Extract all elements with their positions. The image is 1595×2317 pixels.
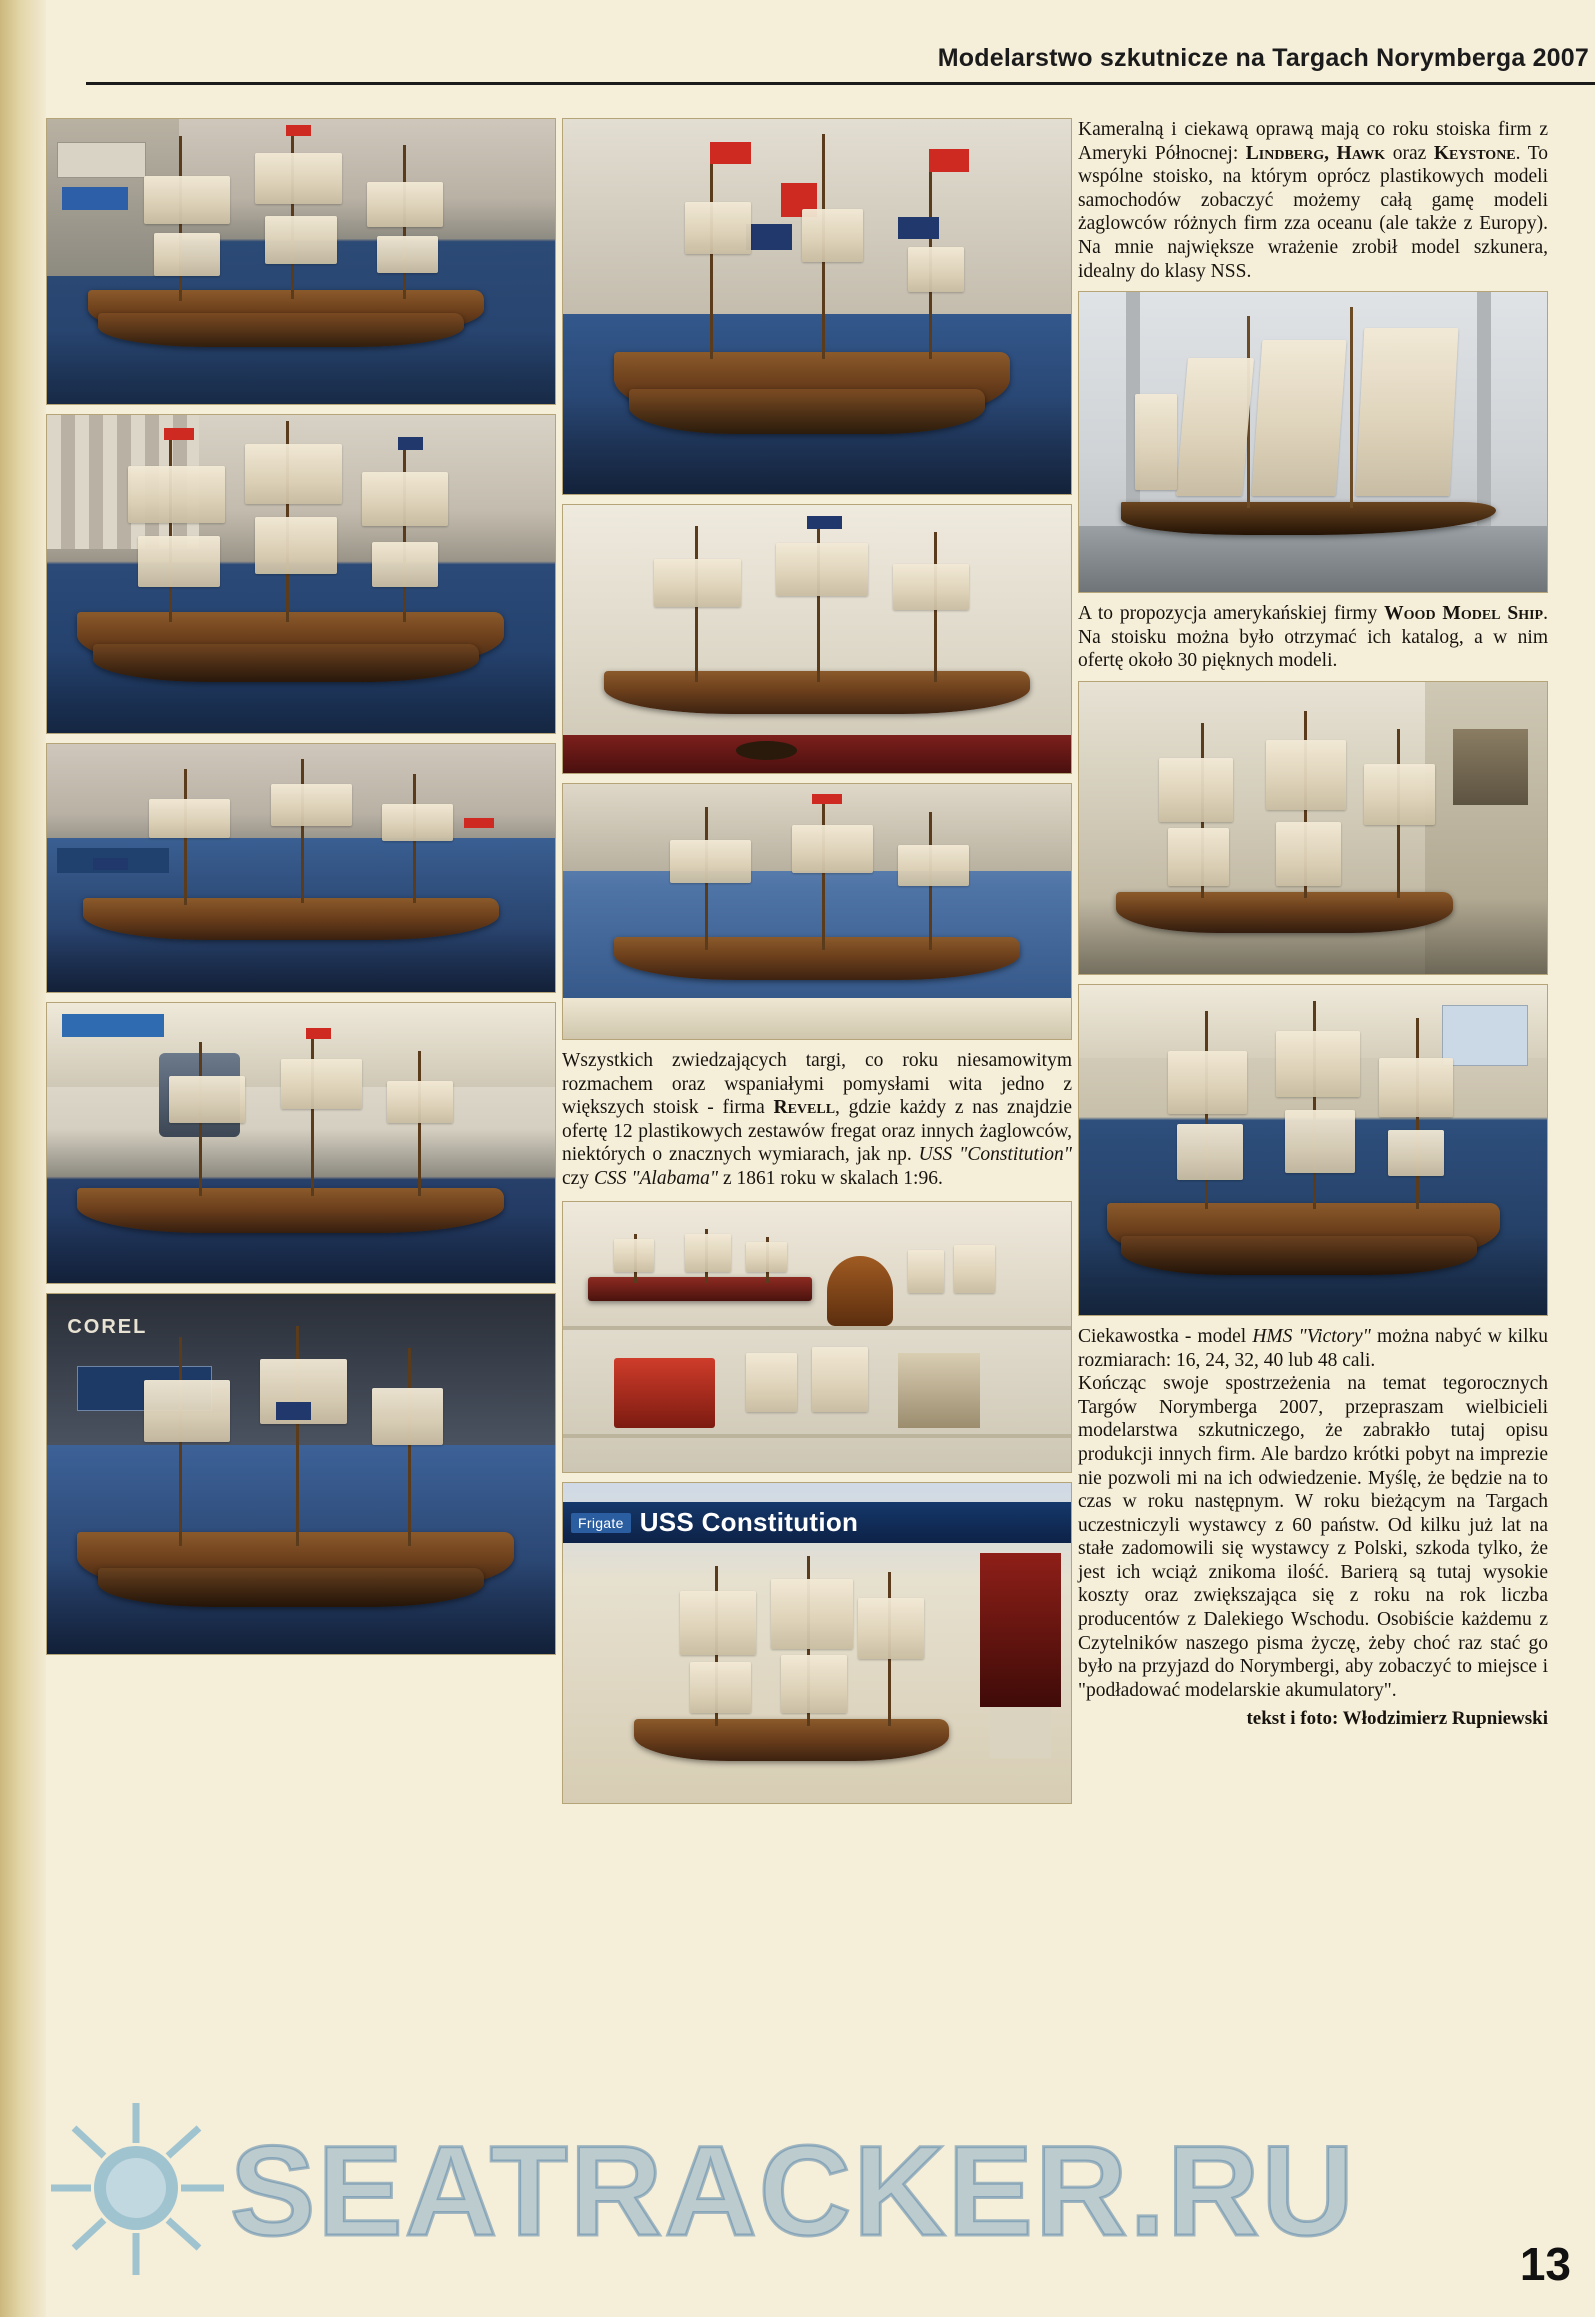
ship-hms-victory: HMS "Victory" — [1252, 1325, 1371, 1347]
photo-galleon-blue-stand — [46, 414, 556, 734]
brand-wood-model-ship: Wood Model Ship — [1384, 603, 1544, 625]
frigate-badge: Frigate — [571, 1513, 631, 1533]
ship-css-alabama: CSS "Alabama" — [593, 1167, 719, 1189]
text-run: można nabyć w kilku rozmiarach: 16, 24, 32, 40 lub 48 cali. — [1078, 1325, 1548, 1371]
header-divider — [86, 82, 1595, 85]
text-run: A to propozycja amerykańskiej firmy — [1078, 603, 1385, 625]
photo-wood-model-ship-stand — [1078, 681, 1548, 975]
text-run: Kameralną i ciekawą oprawą mają co roku stoiska firm z Ameryki Północnej: — [1078, 119, 1548, 164]
page-title: Modelarstwo szkutnicze na Targach Norymberga 2007 — [937, 44, 1589, 72]
photo-red-flags-galleon — [562, 118, 1072, 495]
ship-uss-constitution: USS "Constitution" — [918, 1144, 1072, 1166]
corel-brand-label: COREL — [67, 1315, 148, 1338]
center-text-block — [562, 1049, 1072, 1191]
text-run: Wszystkich zwiedzających targi, co roku niesamowitym rozmachem oraz wspaniałymi pomysłami wita jedno z większych stoisk - firma — [562, 1050, 1072, 1119]
brands-lindberg-hawk: Lindberg, Hawk — [1245, 142, 1386, 164]
uss-constitution-box-banner — [563, 1502, 1071, 1544]
column-left — [46, 118, 556, 1664]
text-run: Ciekawostka - model — [1078, 1325, 1253, 1347]
text-run: czy — [562, 1167, 594, 1189]
page-number: 13 — [1519, 2238, 1571, 2290]
paragraph-wood-model-ship — [1078, 602, 1548, 673]
text-run: z 1861 roku w skalach 1:96. — [718, 1167, 943, 1189]
watermark-text: SEATRACKER.RU — [230, 2120, 1356, 2263]
photo-shelf-models — [562, 1201, 1072, 1473]
column-center — [562, 118, 1072, 1813]
photo-stand-visitors — [46, 1002, 556, 1284]
uss-constitution-title: USS Constitution — [639, 1507, 859, 1538]
photo-uss-constitution-box — [562, 1482, 1072, 1804]
photo-hms-victory — [1078, 984, 1548, 1316]
photo-schooner-nss — [1078, 291, 1548, 593]
column-right — [1078, 118, 1548, 1730]
photo-galleon-showcase — [46, 118, 556, 405]
text-run: oraz — [1385, 142, 1434, 164]
text-run: , gdzie każdy z nas znajdzie ofertę 12 plastikowych zestawów fregat oraz innych żaglowców, niektórych o znacznych wymiarach, jak np. — [562, 1097, 1072, 1166]
brand-keystone: Keystone — [1433, 142, 1516, 164]
page-header — [46, 44, 1595, 84]
text-run: . To wspólne stoisko, na którym oprócz plastikowych modeli samochodów zobaczyć możemy całą gamę modeli żaglowców różnych firm zza oceanu (ale także z Europy). Na mnie największe wrażenie zrobił model szkunera, idealny do klasy NSS. — [1078, 142, 1548, 282]
photo-ship-of-the-line — [46, 743, 556, 993]
paragraph-lindberg-hawk-keystone — [1078, 118, 1548, 283]
paragraph-hms-victory-sizes — [1078, 1325, 1548, 1372]
brand-revell: Revell — [773, 1097, 836, 1119]
paragraph-closing: Kończąc swoje spostrzeżenia na temat tegorocznych Targów Norymberga 2007, przepraszam wielbicieli modelarstwa szkutniczego, że zabrakło tutaj opisu produkcji innych firm. Ale bardzo krótki pobyt na imprezie nie pozwoli mi na ich odwiedzenie. Myślę, że będzie na to czas w roku następnym. W roku bieżącym na Targach uczestniczyli wystawcy z 60 państw. Od kilku już lat na stałe zadomowili się wystawcy z Polski, szkoda tylko, że jest ich wciąż znikoma ilość. Barierą są tutaj wysokie koszty oraz zwiększająca się z roku na rok liczba producentów z Dalekiego Wschodu. Osobiście każdemu z Czytelników naszego pisma życzę, żeby choć raz stać go było na przyjazd do Norymbergi, aby zobaczyć to miejsce i "podładować modelarskie akumulatory". — [1078, 1373, 1548, 1701]
paragraph-revell — [562, 1049, 1072, 1191]
author-credit: tekst i foto: Włodzimierz Rupniewski — [1246, 1708, 1548, 1730]
page-left-margin — [0, 0, 46, 2317]
photo-corel-showcase — [46, 1293, 556, 1655]
text-run: . Na stoisku można było otrzymać ich katalog, a w nim ofertę około 30 pięknych modeli. — [1078, 603, 1548, 672]
photo-frigate-on-base — [562, 504, 1072, 774]
photo-frigate-white-base — [562, 783, 1072, 1040]
